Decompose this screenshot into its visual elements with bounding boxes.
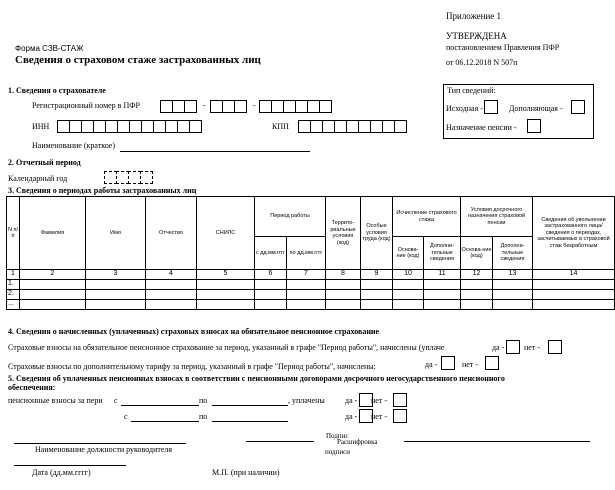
table-row[interactable]: [7, 290, 615, 300]
col-number: 13: [493, 270, 533, 280]
document-title: Сведения о страховом стаже застрахованных лиц: [15, 54, 261, 66]
table-row[interactable]: [7, 280, 615, 290]
approved-date: от 06.12.2018 N 507п: [446, 58, 518, 67]
pension-type-label: Назначение пенсии -: [446, 123, 517, 132]
col-early-header: Условия досрочного назначения страховой пенсии: [461, 197, 533, 237]
period1-from-field[interactable]: [121, 405, 199, 406]
period2-no-checkbox[interactable]: [393, 409, 407, 423]
stamp-label: М.П. (при наличии): [212, 468, 280, 477]
col-number: 8: [326, 270, 361, 280]
period1-no-label: нет -: [371, 396, 387, 405]
pension-type-checkbox[interactable]: [527, 119, 541, 133]
col-from-header: с дд.мм.гггг: [255, 237, 287, 270]
section4-line1-yes-label: да -: [492, 343, 505, 352]
work-periods-table: [6, 196, 615, 310]
org-name-label: Наименование (краткое): [32, 141, 116, 150]
period1-no-checkbox[interactable]: [393, 393, 407, 407]
inn-label: ИНН: [32, 122, 50, 131]
col-number: 4: [146, 270, 197, 280]
org-name-field[interactable]: [120, 151, 310, 152]
col-number: 12: [461, 270, 493, 280]
form-name: Форма СЗВ-СТАЖ: [15, 44, 84, 53]
col-number: 2: [20, 270, 86, 280]
period1-paid-label: , уплачены: [288, 396, 325, 405]
section5-title-line2: обеспечения:: [8, 383, 56, 392]
section5-title-line1: 5. Сведения об уплаченных пенсионных взносах в соответствии с пенсионными договорами досрочного негосударственного пенсионного: [8, 374, 505, 383]
period2-from-field[interactable]: [131, 421, 199, 422]
reg-number-label: Регистрационный номер в ПФР: [32, 101, 140, 110]
section4-line2-no-checkbox[interactable]: [485, 356, 499, 370]
col-number: 3: [86, 270, 146, 280]
kpp-label: КПП: [272, 122, 289, 131]
date-field[interactable]: [14, 465, 126, 466]
col-special-header: Особые условия труда (код): [361, 197, 393, 270]
section1-title: 1. Сведения о страхователе: [8, 86, 106, 95]
col-number: 11: [424, 270, 461, 280]
col-number: 1: [7, 270, 20, 280]
col-snils-header: СНИЛС: [197, 197, 255, 270]
col-npp-header: N п/п: [7, 197, 20, 270]
col-territorial-header: Террито-риальные условия (код): [326, 197, 361, 270]
col-number: 10: [393, 270, 424, 280]
signature-bottom-label: подписи: [325, 448, 350, 456]
period1-to-field[interactable]: [212, 405, 288, 406]
row-number: 2.: [7, 290, 20, 300]
col-calc-header: Исчисление страхового стажа: [393, 197, 461, 237]
signature-decoding-field[interactable]: [404, 441, 590, 442]
period2-from-label: с: [124, 412, 128, 421]
period1-to-label: по: [199, 396, 208, 405]
signature-decoding-label: Расшифровка: [337, 438, 378, 446]
initial-type-checkbox[interactable]: [484, 100, 498, 114]
row-number: ...: [7, 300, 20, 310]
col-surname-header: Фамилия: [20, 197, 86, 270]
col-dismissal-header: Сведения об увольнении застрахованного лица/сведения о периодах, засчитываемых в страховой стаж безработным: [533, 197, 615, 270]
period2-yes-label: да -: [345, 412, 358, 421]
col-calc-basis-header: Основа-ние (код): [393, 237, 424, 270]
period2-to-field[interactable]: [212, 421, 288, 422]
initial-type-label: Исходная -: [446, 104, 483, 113]
section4-line1-no-checkbox[interactable]: [548, 340, 562, 354]
section4-line2-yes-checkbox[interactable]: [441, 356, 455, 370]
section4-line2-no-label: нет -: [462, 360, 478, 369]
col-number: 7: [287, 270, 326, 280]
col-to-header: по дд.мм.гггг: [287, 237, 326, 270]
section4-line2-yes-label: да -: [425, 360, 438, 369]
pension-contrib-label: пенсионные взносы за пери: [8, 396, 103, 405]
signature-label: Подпис: [326, 432, 349, 440]
calendar-year-cells[interactable]: [104, 171, 152, 184]
reg-number-cells-2[interactable]: [210, 100, 246, 113]
section4-line1: Страховые взносы на обязательное пенсионное страхование за период, указанный в графе "Период работы", начислены (уплаче: [8, 343, 445, 352]
col-number: 14: [533, 270, 615, 280]
period1-yes-label: да -: [345, 396, 358, 405]
col-number: 9: [361, 270, 393, 280]
reg-number-cells-3[interactable]: [259, 100, 331, 113]
info-type-title: Тип сведений:: [447, 86, 496, 95]
row-number: 1.: [7, 280, 20, 290]
section2-title: 2. Отчетный период: [8, 158, 81, 167]
table-row[interactable]: [7, 300, 615, 310]
col-patronymic-header: Отчество: [146, 197, 197, 270]
section4-line1-yes-checkbox[interactable]: [506, 340, 520, 354]
col-work-period-header: Период работы: [255, 197, 326, 237]
signature-field[interactable]: [246, 441, 314, 442]
section4-line1-no-label: нет -: [524, 343, 540, 352]
position-label: Наименование должности руководителя: [35, 445, 173, 454]
col-number: 6: [255, 270, 287, 280]
period2-no-label: нет -: [371, 412, 387, 421]
col-number: 5: [197, 270, 255, 280]
supplementary-type-checkbox[interactable]: [571, 100, 585, 114]
inn-cells[interactable]: [57, 120, 201, 133]
section4-line2: Страховые взносы по дополнительному тарифу за период, указанный в графе "Период работы", начислены:: [8, 362, 376, 371]
appendix-label: Приложение 1: [446, 11, 502, 21]
date-label: Дата (дд.мм.гггг): [32, 468, 91, 477]
col-early-extra-header: Дополни-тельные сведения: [493, 237, 533, 270]
reg-number-cells-1[interactable]: [160, 100, 196, 113]
period2-to-label: по: [199, 412, 208, 421]
approved-by: постановлением Правления ПФР: [446, 43, 560, 52]
position-field[interactable]: [14, 443, 186, 444]
kpp-cells[interactable]: [298, 120, 406, 133]
col-calc-extra-header: Дополни-тельные сведения: [424, 237, 461, 270]
section3-title: 3. Сведения о периодах работы застрахованных лиц: [8, 186, 197, 195]
approved-label: УТВЕРЖДЕНА: [446, 31, 507, 41]
supplementary-type-label: Дополняющая -: [509, 104, 563, 113]
col-name-header: Имя: [86, 197, 146, 270]
col-early-basis-header: Основа-ние (код): [461, 237, 493, 270]
section4-title: 4. Сведения о начисленных (уплаченных) страховых взносах на обязательное пенсионное страхование: [8, 327, 380, 336]
period1-from-label: с: [114, 396, 118, 405]
calendar-year-label: Календарный год: [8, 174, 68, 183]
